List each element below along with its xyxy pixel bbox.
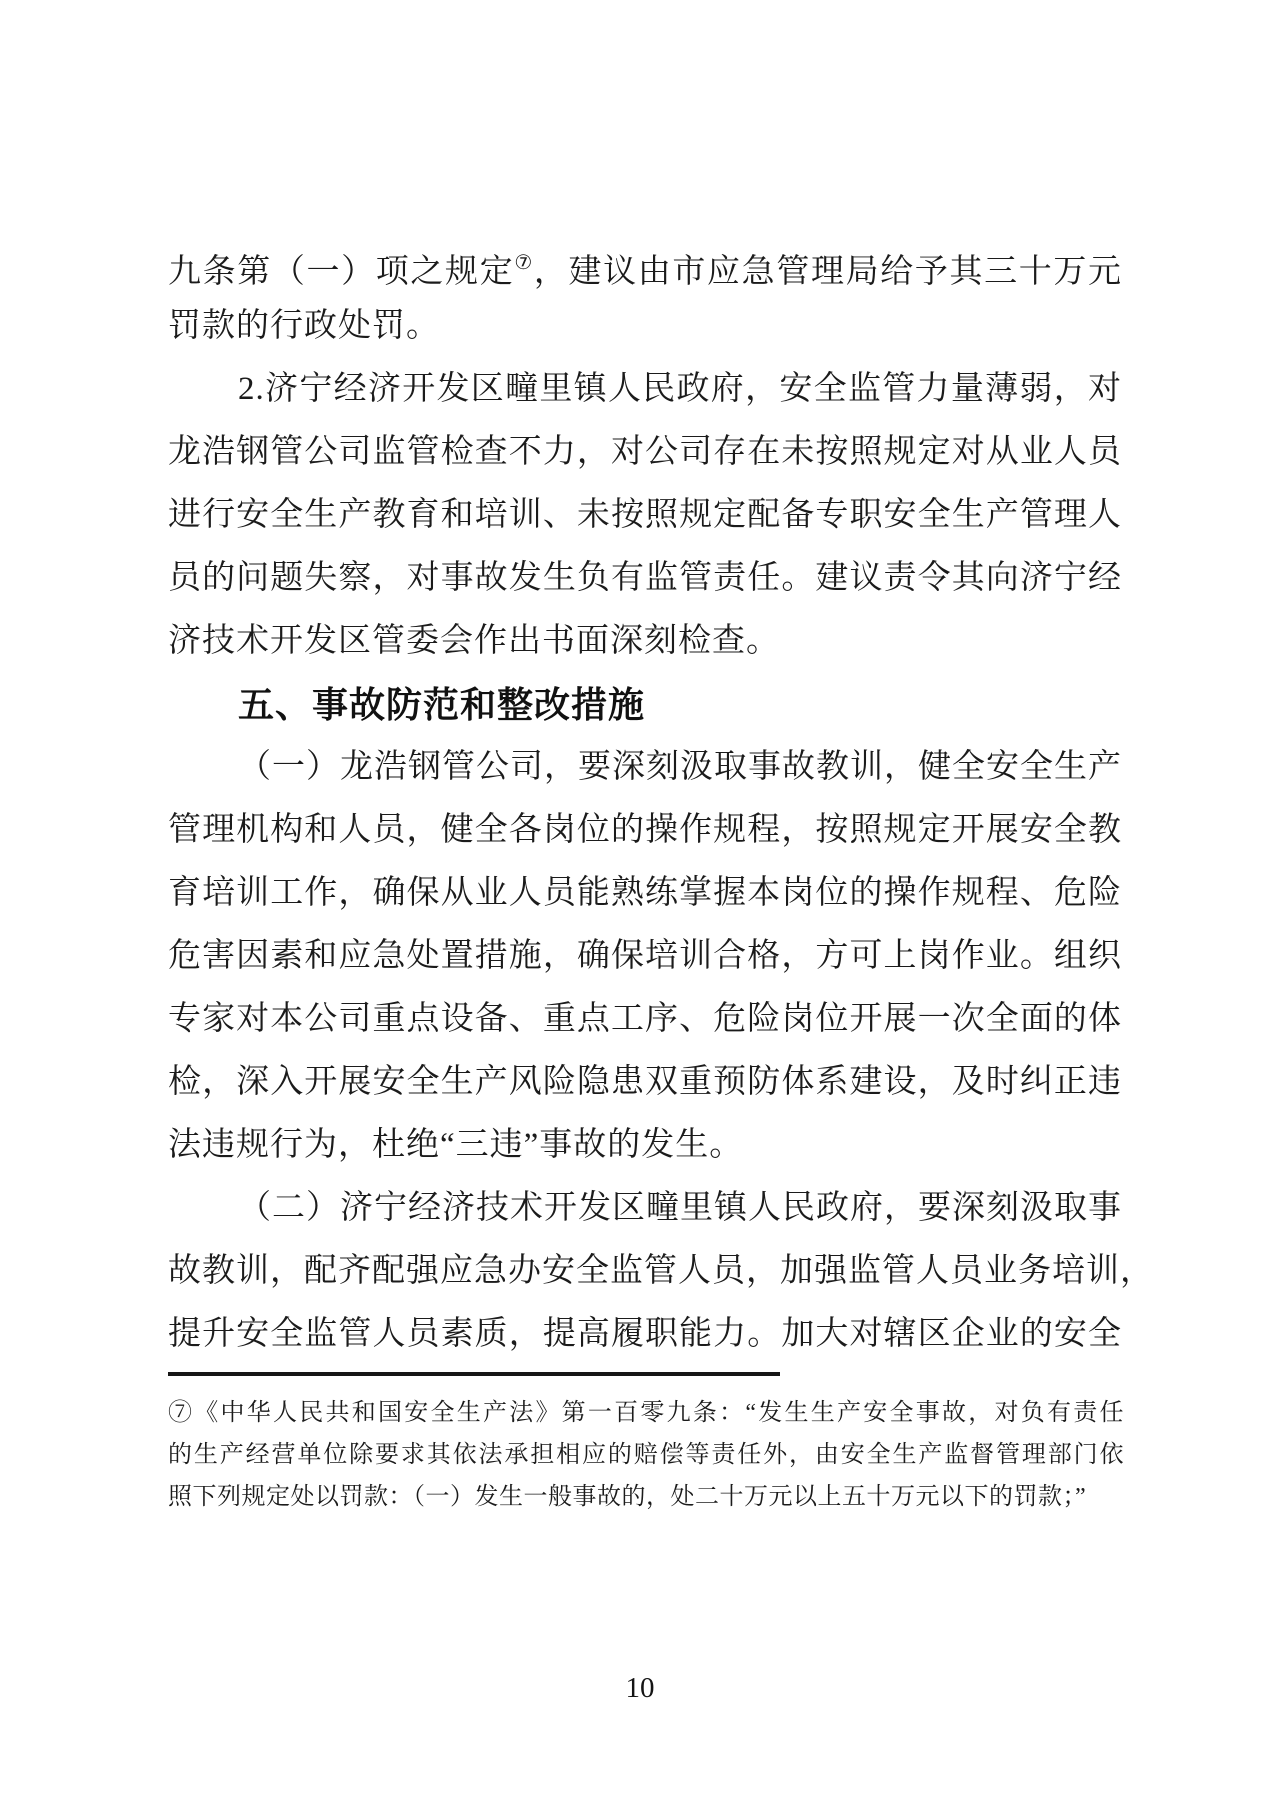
footnote-line: 照下列规定处以罚款：（一）发生一般事故的，处二十万元以上五十万元以下的罚款；”	[168, 1484, 1087, 1510]
body-line: 检，深入开展安全生产风险隐患双重预防体系建设，及时纠正违	[168, 1064, 1122, 1100]
footnote-separator-rule	[168, 1372, 780, 1376]
body-line: 济技术开发区管委会作出书面深刻检查。	[168, 623, 780, 659]
body-line: 故教训，配齐配强应急办安全监管人员，加强监管人员业务培训，	[168, 1253, 1154, 1289]
footnote	[168, 1392, 1124, 1518]
body-line: 育培训工作，确保从业人员能熟练掌握本岗位的操作规程、危险	[168, 875, 1122, 911]
body-line: 危害因素和应急处置措施，确保培训合格，方可上岗作业。组织	[168, 938, 1122, 974]
body-line: 专家对本公司重点设备、重点工序、危险岗位开展一次全面的体	[168, 1001, 1122, 1037]
body-line: 罚款的行政处罚。	[168, 308, 440, 344]
body-text	[168, 232, 1154, 1366]
footnote-line: 的生产经营单位除要求其依法承担相应的赔偿等责任外，由安全生产监督管理部门依	[168, 1442, 1124, 1468]
body-line: 法违规行为，杜绝“三违”事故的发生。	[168, 1127, 744, 1163]
body-line: 员的问题失察，对事故发生负有监管责任。建议责令其向济宁经	[168, 560, 1122, 596]
page-number: 10	[625, 1672, 655, 1704]
body-line: （一）龙浩钢管公司，要深刻汲取事故教训，健全安全生产	[238, 749, 1122, 785]
body-line: 龙浩钢管公司监管检查不力，对公司存在未按照规定对从业人员	[168, 434, 1122, 470]
body-line-segment: ，建议由市应急管理局给予其三十万元	[533, 254, 1123, 290]
body-line: 提升安全监管人员素质，提高履职能力。加大对辖区企业的安全	[168, 1316, 1122, 1352]
body-line: 管理机构和人员，健全各岗位的操作规程，按照规定开展安全教	[168, 812, 1122, 848]
body-line: 进行安全生产教育和培训、未按照规定配备专职安全生产管理人	[168, 497, 1122, 533]
section-heading: 五、事故防范和整改措施	[238, 684, 646, 725]
body-line: 2.济宁经济开发区疃里镇人民政府，安全监管力量薄弱，对	[238, 371, 1122, 407]
body-line-segment: 九条第（一）项之规定	[168, 254, 515, 290]
footnote-line: ⑦《中华人民共和国安全生产法》第一百零九条：“发生生产安全事故，对负有责任	[168, 1400, 1124, 1426]
footnote-reference-superscript: ⑦	[514, 252, 534, 274]
body-line: （二）济宁经济技术开发区疃里镇人民政府，要深刻汲取事	[238, 1190, 1122, 1226]
body-line	[168, 232, 1122, 295]
